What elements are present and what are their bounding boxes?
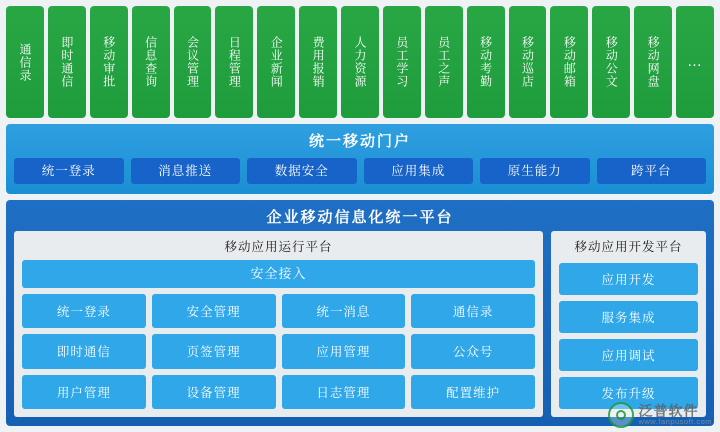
- runtime-module-chip[interactable]: 统一消息: [282, 294, 406, 328]
- development-platform-title: 移动应用开发平台: [574, 240, 683, 254]
- app-card[interactable]: [299, 6, 337, 118]
- app-card[interactable]: [257, 6, 295, 118]
- portal-title: 统一移动门户: [308, 133, 411, 150]
- portal-capability-chip[interactable]: 数据安全: [247, 158, 357, 184]
- app-card-label: 员工之声: [436, 36, 451, 88]
- runtime-module-chip[interactable]: 即时通信: [22, 334, 146, 368]
- app-card[interactable]: [467, 6, 505, 118]
- development-module-chip[interactable]: 应用调试: [559, 339, 698, 371]
- runtime-module-chip[interactable]: 日志管理: [282, 375, 406, 409]
- unified-mobile-portal-section: [6, 124, 714, 194]
- app-card[interactable]: [550, 6, 588, 118]
- runtime-module-grid: [22, 294, 535, 409]
- runtime-module-chip[interactable]: 应用管理: [282, 334, 406, 368]
- app-card-label: 会议管理: [185, 36, 200, 88]
- watermark-brand-name: 泛普软件: [638, 402, 699, 419]
- app-card[interactable]: [592, 6, 630, 118]
- app-card-label: 信息查询: [143, 36, 158, 88]
- runtime-platform-title: 移动应用运行平台: [224, 240, 333, 254]
- app-card[interactable]: [6, 6, 44, 118]
- platform-title: 企业移动信息化统一平台: [266, 209, 454, 226]
- portal-capability-chip[interactable]: 跨平台: [597, 158, 707, 184]
- development-module-chip[interactable]: 服务集成: [559, 301, 698, 333]
- app-card[interactable]: [634, 6, 672, 118]
- app-card[interactable]: [341, 6, 379, 118]
- platform-body: [14, 231, 706, 417]
- app-card-label: 移动巡店: [520, 36, 535, 88]
- app-card-label: 员工学习: [394, 36, 409, 88]
- enterprise-mobile-platform-section: [6, 200, 714, 426]
- runtime-platform-box: [14, 231, 543, 417]
- runtime-module-chip[interactable]: 用户管理: [22, 375, 146, 409]
- app-card[interactable]: [383, 6, 421, 118]
- development-module-chip[interactable]: 应用开发: [559, 263, 698, 295]
- app-card[interactable]: [174, 6, 212, 118]
- secure-access-banner[interactable]: 安全接入: [22, 260, 535, 288]
- app-card[interactable]: [90, 6, 128, 118]
- watermark-url: www.fanpusoft.com: [638, 417, 712, 427]
- portal-capability-row: [14, 158, 706, 184]
- development-platform-box: [551, 231, 706, 417]
- app-card-label: 企业新闻: [269, 36, 284, 88]
- app-card-more[interactable]: [676, 6, 714, 118]
- app-card-label: 即时通信: [59, 36, 74, 88]
- app-card-label: …: [686, 53, 703, 70]
- app-card[interactable]: [425, 6, 463, 118]
- runtime-module-chip[interactable]: 配置维护: [411, 375, 535, 409]
- app-card-label: 移动网盘: [646, 36, 661, 88]
- portal-capability-chip[interactable]: 应用集成: [364, 158, 474, 184]
- runtime-module-chip[interactable]: 统一登录: [22, 294, 146, 328]
- portal-capability-chip[interactable]: 原生能力: [480, 158, 590, 184]
- app-card-label: 移动考勤: [478, 36, 493, 88]
- app-card-label: 移动公文: [604, 36, 619, 88]
- development-module-chip[interactable]: 发布升级: [559, 377, 698, 409]
- development-module-list: [559, 263, 698, 409]
- runtime-module-chip[interactable]: 安全管理: [152, 294, 276, 328]
- runtime-module-chip[interactable]: 公众号: [411, 334, 535, 368]
- app-card[interactable]: [48, 6, 86, 118]
- app-card[interactable]: [215, 6, 253, 118]
- app-card[interactable]: [509, 6, 547, 118]
- app-card-label: 移动邮箱: [562, 36, 577, 88]
- portal-capability-chip[interactable]: 统一登录: [14, 158, 124, 184]
- portal-capability-chip[interactable]: 消息推送: [131, 158, 241, 184]
- app-card[interactable]: [132, 6, 170, 118]
- runtime-module-chip[interactable]: 页签管理: [152, 334, 276, 368]
- app-card-label: 日程管理: [227, 36, 242, 88]
- application-cards-row: [6, 6, 714, 118]
- runtime-module-chip[interactable]: 通信录: [411, 294, 535, 328]
- app-card-label: 费用报销: [311, 36, 326, 88]
- app-card-label: 移动审批: [101, 36, 116, 88]
- app-card-label: 人力资源: [352, 36, 367, 88]
- app-card-label: 通信录: [17, 42, 32, 82]
- runtime-module-chip[interactable]: 设备管理: [152, 375, 276, 409]
